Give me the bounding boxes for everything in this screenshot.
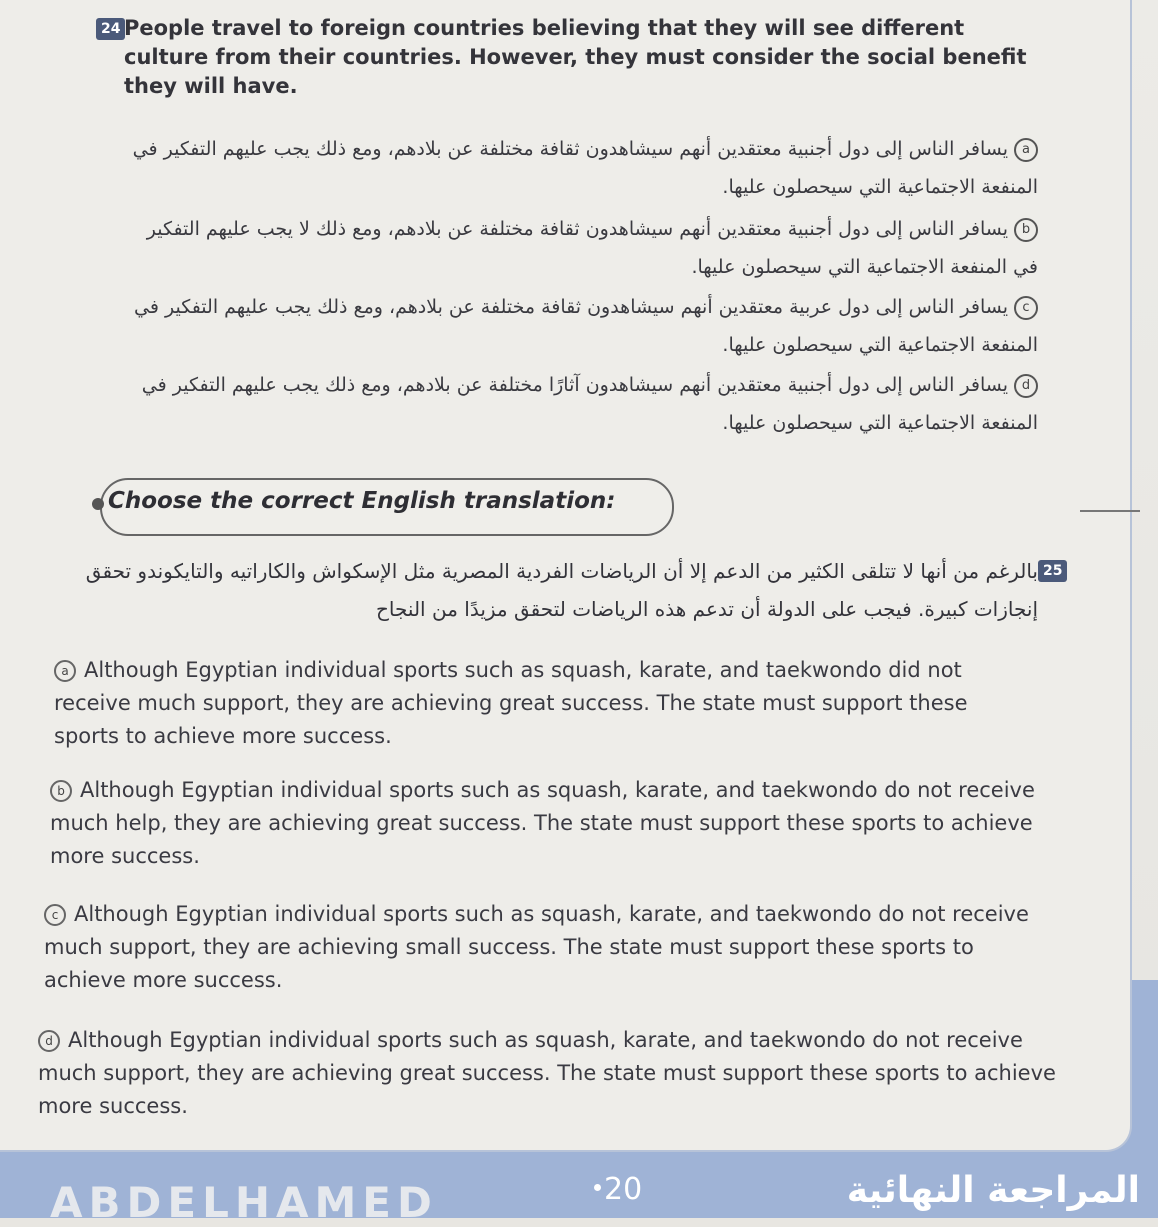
q25-option-c[interactable] <box>44 898 1054 997</box>
divider <box>1080 510 1140 512</box>
q24-option-c-text: يسافر الناس إلى دول عربية معتقدين أنهم سيشاهدون ثقافة مختلفة عن بلادهم، ومع ذلك يجب عليهم التفكير في المنفعة الاجتماعية التي سيحصلون عليها. <box>134 296 1038 356</box>
option-b-letter-icon: b <box>50 780 72 802</box>
q24-option-d-text: يسافر الناس إلى دول أجنبية معتقدين أنهم سيشاهدون آثارًا مختلفة عن بلادهم، ومع ذلك يجب عليهم التفكير في المنفعة الاجتماعية التي سيحصلون عليها. <box>141 374 1038 434</box>
option-a-letter-icon: a <box>1014 138 1038 162</box>
question-25-text: بالرغم من أنها لا تتلقى الكثير من الدعم إلا أن الرياضات الفردية المصرية مثل الإسكواش والكاراتيه والتايكوندو تحقق إنجازات كبيرة. فيجب على الدولة أن تدعم هذه الرياضات لتحقق مزيدًا من النجاح <box>85 559 1038 621</box>
option-b-letter-icon: b <box>1014 218 1038 242</box>
q25-option-b-text: Although Egyptian individual sports such as squash, karate, and taekwondo do not receive much help, they are achieving great success. The state must support these sports to achieve more success. <box>50 778 1035 868</box>
q25-option-d-text: Although Egyptian individual sports such as squash, karate, and taekwondo do not receive much support, they are achieving great success. The state must support these sports to achieve more success. <box>38 1028 1056 1118</box>
q25-option-a-text: Although Egyptian individual sports such as squash, karate, and taekwondo did not receive much support, they are achieving great success. The state must support these sports to achieve more success. <box>54 658 968 748</box>
q24-option-b-text: يسافر الناس إلى دول أجنبية معتقدين أنهم سيشاهدون ثقافة مختلفة عن بلادهم، ومع ذلك لا يجب عليهم التفكير في المنفعة الاجتماعية التي سيحصلون عليها. <box>146 218 1038 278</box>
question-25-number: 25 <box>1038 560 1067 582</box>
bullet-icon <box>92 498 104 510</box>
q24-option-c[interactable] <box>118 288 1038 364</box>
q24-option-b[interactable] <box>118 210 1038 286</box>
section-heading: Choose the correct English translation: <box>108 488 616 514</box>
footer-logo: ABDELHAMED <box>50 1178 438 1227</box>
page-number: 20 <box>604 1172 643 1207</box>
option-c-letter-icon: c <box>44 904 66 926</box>
q25-option-d[interactable] <box>38 1024 1060 1123</box>
q24-option-a-text: يسافر الناس إلى دول أجنبية معتقدين أنهم سيشاهدون ثقافة مختلفة عن بلادهم، ومع ذلك يجب عليهم التفكير في المنفعة الاجتماعية التي سيحصلون عليها. <box>132 138 1038 198</box>
q24-option-d[interactable] <box>118 366 1038 442</box>
option-a-letter-icon: a <box>54 660 76 682</box>
q25-option-a[interactable] <box>54 654 1039 753</box>
option-d-letter-icon: d <box>38 1030 60 1052</box>
option-c-letter-icon: c <box>1014 296 1038 320</box>
q25-option-b[interactable] <box>50 774 1045 873</box>
option-d-letter-icon: d <box>1014 374 1038 398</box>
question-24-text: People travel to foreign countries believing that they will see different culture from their countries. However, they must consider the social benefit they will have. <box>124 16 1027 98</box>
q24-option-a[interactable] <box>118 130 1038 206</box>
question-24-number: 24 <box>96 18 125 40</box>
q25-option-c-text: Although Egyptian individual sports such as squash, karate, and taekwondo do not receive much support, they are achieving small success. The state must support these sports to achieve more success. <box>44 902 1029 992</box>
footer-arabic-title: المراجعة النهائية <box>846 1170 1140 1211</box>
